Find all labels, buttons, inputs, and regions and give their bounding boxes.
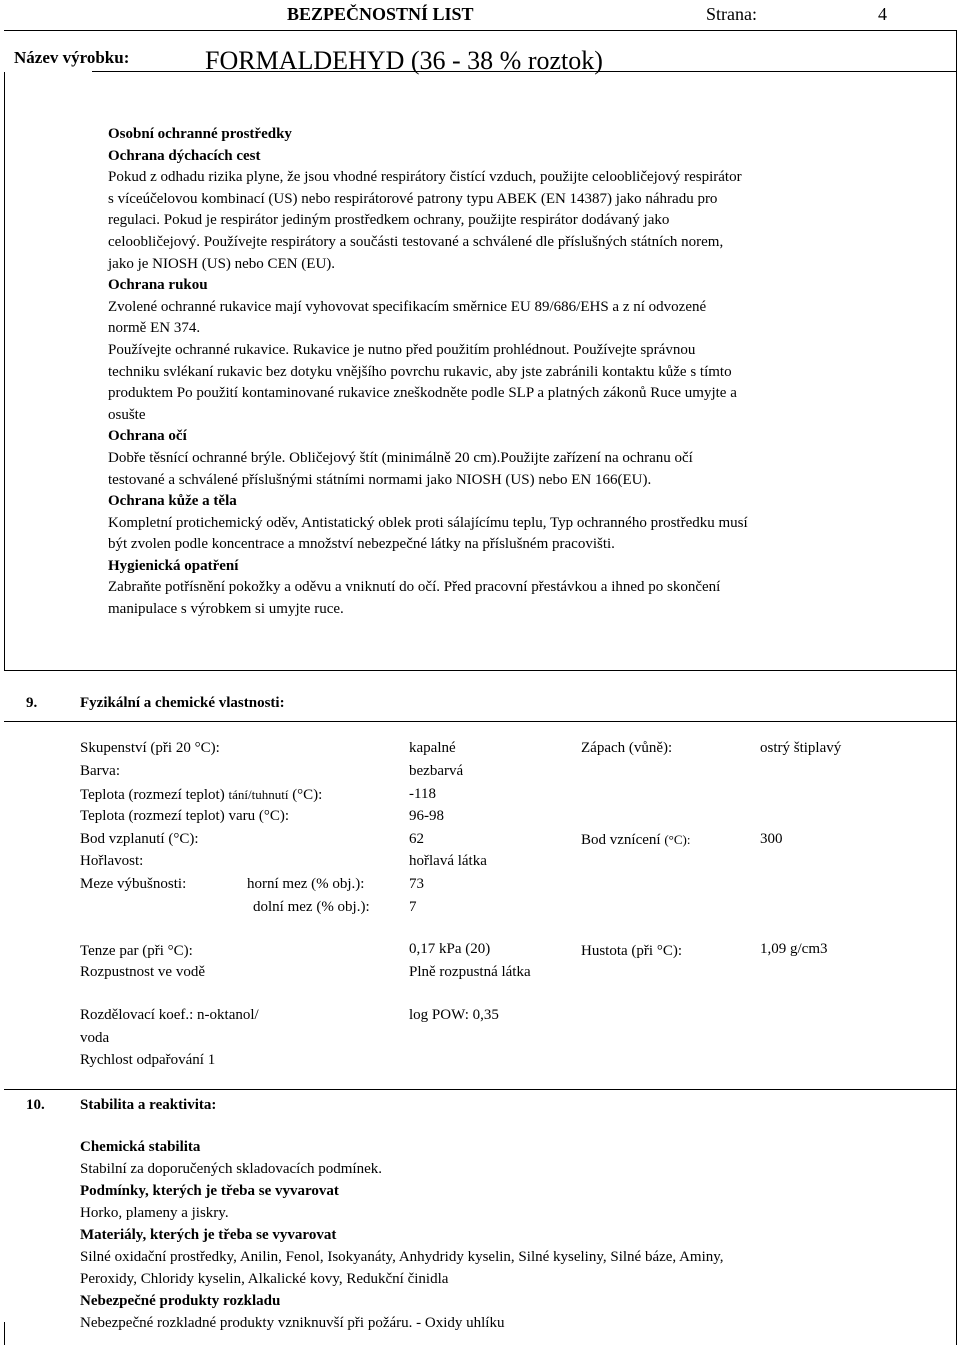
product-underline <box>92 71 956 72</box>
section9-number: 9. <box>26 695 38 711</box>
section10-top-rule <box>4 1089 956 1090</box>
skin-heading: Ochrana kůže a těla <box>108 493 237 510</box>
page-label: Strana: <box>706 4 757 24</box>
page-number: 4 <box>878 4 887 24</box>
hygiene-line: manipulace s výrobkem si umyjte ruce. <box>108 601 344 618</box>
state-label: Skupenství (při 20 °C): <box>80 740 220 756</box>
hand-line: Používejte ochranné rukavice. Rukavice je nutno před použitím prohlédnout. Používejte správnou <box>108 341 696 358</box>
section10-title: Stabilita a reaktivita: <box>80 1097 217 1113</box>
state-value: kapalné <box>409 740 456 756</box>
hygiene-line: Zabraňte potřísnění pokožky a oděvu a vniknutí do očí. Před pracovní přestávkou a ihned po skončení <box>108 579 721 596</box>
respiratory-heading: Ochrana dýchacích cest <box>108 147 261 164</box>
flash-point-label: Bod vzplanutí (°C): <box>80 831 199 847</box>
skin-line: být zvolen podle koncentrace a množství nebezpečné látky na příslušném pracovišti. <box>108 536 615 553</box>
skin-line: Kompletní protichemický oděv, Antistatický oblek proti sálajícímu teplu, Typ ochranného prostředku musí <box>108 514 748 531</box>
decomposition-text: Nebezpečné rozkladné produkty vzniknuvší při požáru. - Oxidy uhlíku <box>80 1315 505 1331</box>
flash-point-value: 62 <box>409 831 424 847</box>
density-label: Hustota (při °C): <box>581 943 682 959</box>
hand-line: osušte <box>108 406 146 423</box>
header-divider <box>4 30 956 31</box>
ignition-value: 300 <box>760 831 783 847</box>
ignition-label: Bod vznícení (°C): <box>581 832 691 848</box>
color-label: Barva: <box>80 763 120 779</box>
product-label: Název výrobku: <box>14 48 130 67</box>
solubility-label: Rozpustnost ve vodě <box>80 964 205 980</box>
eye-line: Dobře těsnící ochranné brýle. Obličejový štít (minimálně 20 cm).Použijte zařízení na ochranu očí <box>108 449 693 466</box>
chemical-stability-heading: Chemická stabilita <box>80 1139 201 1155</box>
color-value: bezbarvá <box>409 763 464 779</box>
flammability-value: hořlavá látka <box>409 853 487 869</box>
melting-label: Teplota (rozmezí teplot) tání/tuhnutí (°C): <box>80 787 323 803</box>
density-value: 1,09 g/cm3 <box>760 941 828 957</box>
frame-left-border-top <box>4 72 5 670</box>
flammability-label: Hořlavost: <box>80 853 144 869</box>
solubility-value: Plně rozpustná látka <box>409 964 531 980</box>
boiling-label: Teplota (rozmezí teplot) varu (°C): <box>80 808 290 824</box>
eye-heading: Ochrana očí <box>108 428 187 445</box>
odor-label: Zápach (vůně): <box>581 740 673 756</box>
materials-line: Peroxidy, Chloridy kyselin, Alkalické kovy, Redukční činidla <box>80 1271 449 1287</box>
melting-value: -118 <box>409 786 436 802</box>
hand-line: techniku svlékaní rukavic bez dotyku vnějšího povrchu rukavic, aby jste zabránili kontaktu kůže s tímto <box>108 363 732 380</box>
materials-heading: Materiály, kterých je třeba se vyvarovat <box>80 1227 337 1243</box>
partition-label-line1: Rozdělovací koef.: n-oktanol/ <box>80 1007 259 1023</box>
partition-label-line2: voda <box>80 1030 110 1046</box>
respiratory-line: s víceúčelovou kombinací (US) nebo respirátorové patrony typu ABEK (EN 14387) jako náhradu pro <box>108 190 718 207</box>
evaporation-rate: Rychlost odpařování 1 <box>80 1052 216 1068</box>
product-name: FORMALDEHYD (36 - 38 % roztok) <box>205 46 603 75</box>
section10-number: 10. <box>26 1097 45 1113</box>
respiratory-line: regulaci. Pokud je respirátor jediným prostředkem ochrany, použijte respirátor dodávaný jako <box>108 212 670 229</box>
frame-right-border <box>956 30 957 1345</box>
vapor-pressure-value: 0,17 kPa (20) <box>409 941 491 957</box>
explosive-limits-label: Meze výbušnosti: <box>80 876 187 892</box>
document-title: BEZPEČNOSTNÍ LIST <box>287 4 474 24</box>
chemical-stability-text: Stabilní za doporučených skladovacích podmínek. <box>80 1161 382 1177</box>
section9-top-rule <box>4 670 956 671</box>
lower-limit-label: dolní mez (% obj.): <box>253 899 370 915</box>
hygiene-heading: Hygienická opatření <box>108 557 239 574</box>
hand-line: Zvolené ochranné rukavice mají vyhovovat specifikacím směrnice EU 89/686/EHS a z ní odvozené <box>108 298 707 315</box>
partition-value: log POW: 0,35 <box>409 1007 499 1023</box>
section9-title: Fyzikální a chemické vlastnosti: <box>80 695 285 711</box>
hand-line: produktem Po použití kontaminované rukavice zneškodněte podle SLP a platných zákonů Ruce umyjte a <box>108 385 737 402</box>
respiratory-line: jako je NIOSH (US) nebo CEN (EU). <box>108 255 336 272</box>
conditions-text: Horko, plameny a jiskry. <box>80 1205 229 1221</box>
odor-value: ostrý štiplavý <box>760 740 842 756</box>
boiling-value: 96-98 <box>409 808 444 824</box>
respiratory-line: Pokud z odhadu rizika plyne, že jsou vhodné respirátory čistící vzduch, použijte celoobličejový respirátor <box>108 169 742 186</box>
hand-heading: Ochrana rukou <box>108 277 208 294</box>
lower-limit-value: 7 <box>409 899 417 915</box>
ppe-heading: Osobní ochranné prostředky <box>108 126 292 142</box>
vapor-pressure-label: Tenze par (při °C): <box>80 943 193 959</box>
section9-heading-rule <box>4 721 956 722</box>
ppe-section <box>108 124 908 621</box>
decomposition-heading: Nebezpečné produkty rozkladu <box>80 1293 281 1309</box>
materials-line: Silné oxidační prostředky, Anilin, Fenol, Isokyanáty, Anhydridy kyselin, Silné kyseliny, Silné báze, Aminy, <box>80 1249 724 1265</box>
respiratory-line: celoobličejový. Používejte respirátory a součásti testované a schválené dle příslušných státních norem, <box>108 233 724 250</box>
stability-section <box>80 1136 940 1334</box>
conditions-heading: Podmínky, kterých je třeba se vyvarovat <box>80 1183 339 1199</box>
eye-line: testované a schválené příslušnými státními normami jako NIOSH (US) nebo EN 166(EU). <box>108 471 652 488</box>
upper-limit-value: 73 <box>409 876 424 892</box>
frame-left-border-bottom <box>4 1322 5 1345</box>
upper-limit-label: horní mez (% obj.): <box>247 876 365 892</box>
hand-line: normě EN 374. <box>108 320 201 337</box>
